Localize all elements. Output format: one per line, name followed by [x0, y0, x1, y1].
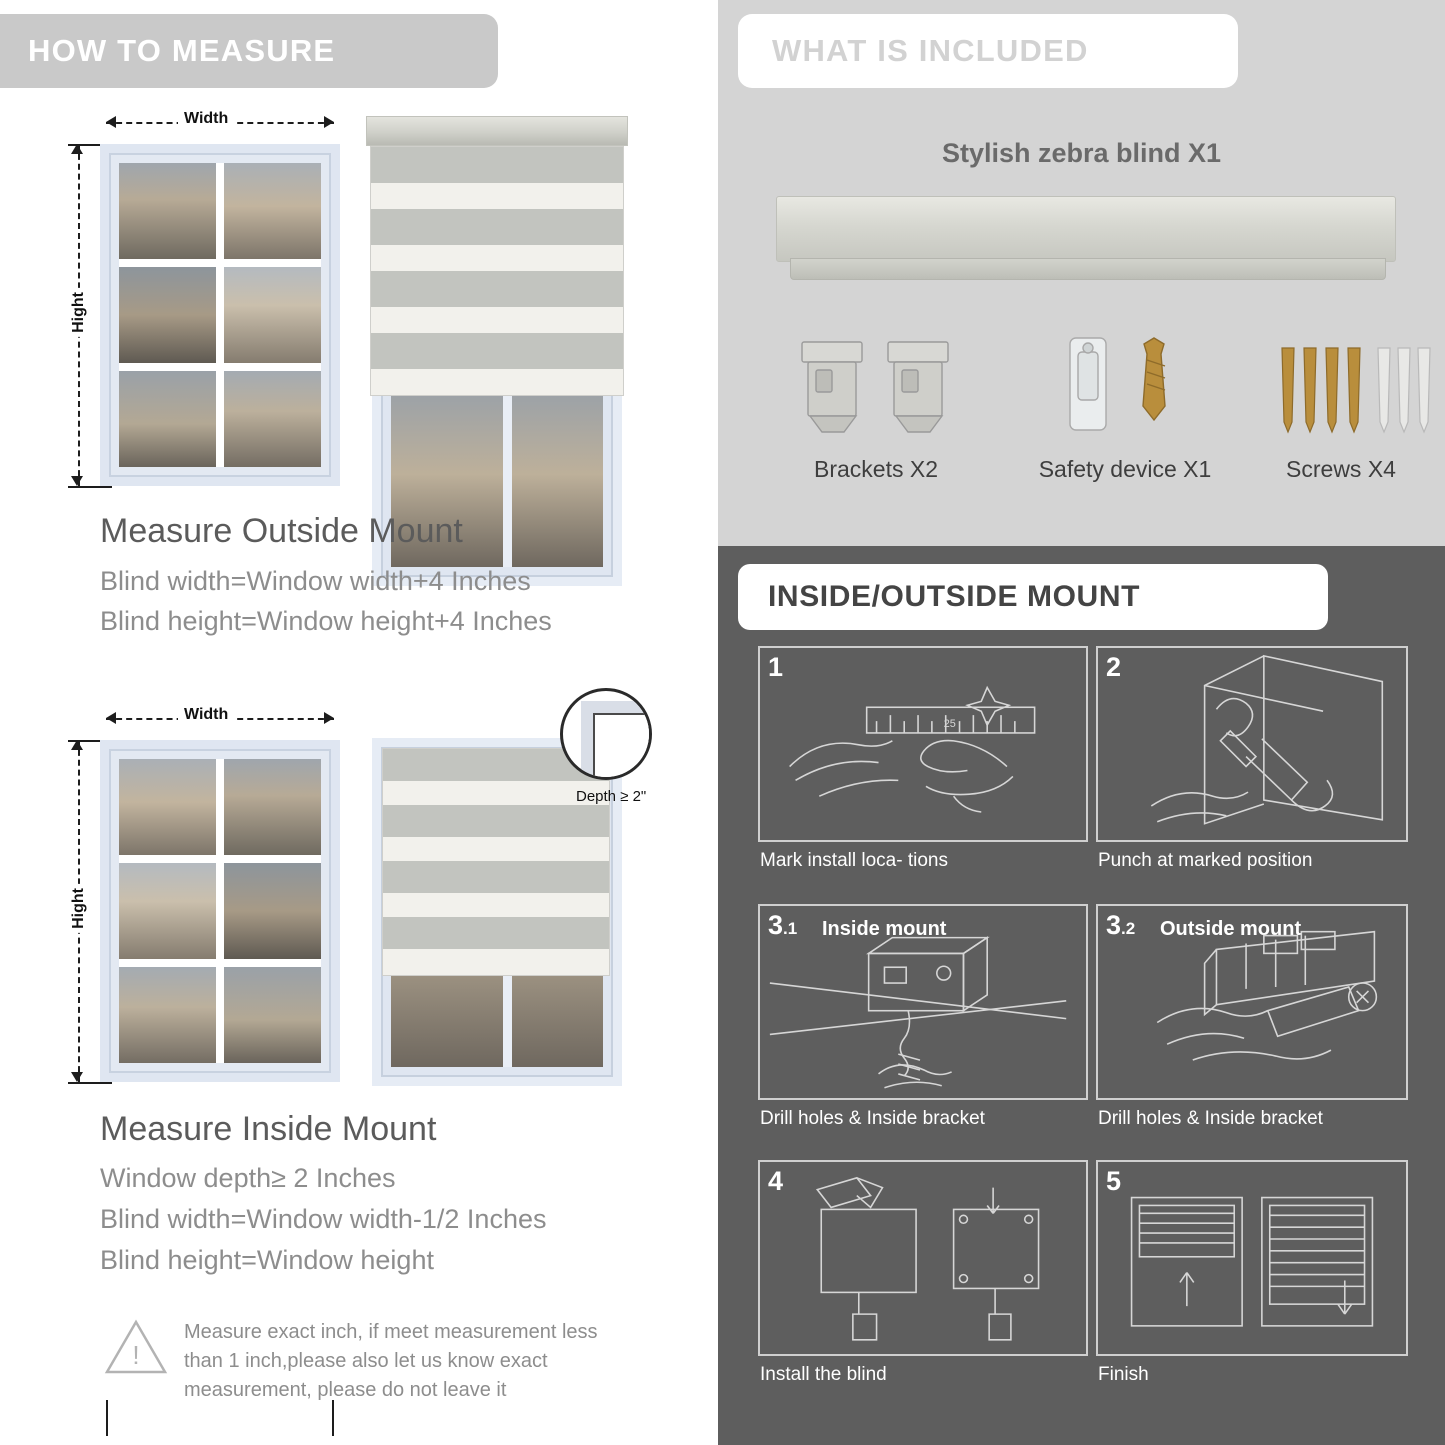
how-to-measure-section — [0, 0, 712, 1445]
window-pane — [119, 371, 216, 467]
depth-label: Depth ≥ 2" — [576, 788, 647, 805]
width-arrow-right-inside — [324, 712, 334, 724]
width-arrow-left-inside — [106, 712, 116, 724]
mount-step-4-number: 4 — [768, 1166, 784, 1196]
blind-bottom-rail — [790, 258, 1386, 280]
window-pane — [224, 163, 321, 259]
warning-icon — [104, 1318, 168, 1376]
mount-step-3-1-caption: Drill holes & Inside bracket — [760, 1108, 985, 1129]
inside-outside-mount-banner: INSIDE/OUTSIDE MOUNT — [738, 564, 1328, 630]
brackets-illustration — [796, 336, 956, 440]
screws-illustration — [1276, 340, 1436, 440]
width-cap-right-inside — [332, 1400, 334, 1436]
window-pane — [224, 967, 321, 1063]
depth-zoom-callout — [560, 688, 652, 780]
mount-step-3-2-sketch — [1098, 906, 1406, 1099]
mount-step-2-caption: Punch at marked position — [1098, 850, 1313, 871]
blind-fabric-inside — [382, 748, 610, 976]
mount-step-2 — [1096, 646, 1408, 871]
blind-window-outside — [372, 370, 622, 586]
depth-inner-void — [595, 715, 652, 780]
window-illustration-outside — [100, 144, 340, 486]
height-label: Hight — [70, 288, 88, 337]
height-arrow-down-inside — [71, 1072, 83, 1082]
outside-mount-line-1: Blind width=Window width+4 Inches — [100, 566, 531, 596]
mount-step-4 — [758, 1160, 1088, 1385]
height-arrow-up — [71, 144, 83, 154]
window-pane — [224, 371, 321, 467]
how-to-measure-banner: HOW TO MEASURE — [0, 14, 498, 88]
window-illustration-inside — [100, 740, 340, 1082]
height-cap-bottom — [68, 486, 112, 488]
inside-outside-mount-section — [718, 546, 1445, 1445]
safety-device-caption: Safety device X1 — [1038, 456, 1212, 482]
mount-step-4-caption: Install the blind — [760, 1364, 887, 1385]
mount-step-2-sketch — [1098, 648, 1406, 841]
inside-mount-title: Measure Inside Mount — [100, 1110, 437, 1148]
mount-step-1-number: 1 — [768, 652, 784, 682]
window-pane — [224, 863, 321, 959]
brackets-caption: Brackets X2 — [814, 456, 938, 482]
mount-step-3-1-number: 3.1 — [768, 910, 798, 940]
svg-text:!: ! — [132, 1340, 140, 1370]
height-label-inside: Hight — [70, 884, 88, 933]
mount-step-1 — [758, 646, 1088, 871]
window-pane — [119, 267, 216, 363]
inside-mount-diagram — [0, 696, 712, 1096]
mount-step-3-2 — [1096, 904, 1408, 1129]
blind-headrail-outside — [366, 116, 628, 146]
width-label: Width — [178, 110, 234, 128]
mount-step-1-caption: Mark install loca- tions — [760, 850, 948, 871]
mount-step-5-sketch — [1098, 1162, 1406, 1355]
mount-step-5-number: 5 — [1106, 1166, 1122, 1196]
height-arrow-down — [71, 476, 83, 486]
height-cap-bottom-inside — [68, 1082, 112, 1084]
mount-step-5 — [1096, 1160, 1408, 1385]
measure-warning — [104, 1318, 624, 1405]
mount-step-3-1 — [758, 904, 1088, 1129]
mount-step-3-2-number: 3.2 — [1106, 910, 1136, 940]
outside-mount-line-2: Blind height=Window height+4 Inches — [100, 606, 552, 636]
what-is-included-banner: WHAT IS INCLUDED — [738, 14, 1238, 88]
window-pane — [119, 759, 216, 855]
window-mullion — [503, 389, 512, 567]
window-panes — [119, 163, 321, 467]
outside-mount-title: Measure Outside Mount — [100, 512, 463, 550]
window-pane — [224, 759, 321, 855]
inside-mount-line-3: Blind height=Window height — [100, 1245, 434, 1275]
inside-mount-line-2: Blind width=Window width-1/2 Inches — [100, 1204, 547, 1234]
height-arrow-up-inside — [71, 740, 83, 750]
window-panes-inside — [119, 759, 321, 1063]
what-is-included-section — [718, 0, 1445, 546]
window-pane — [119, 863, 216, 959]
width-arrow-right — [324, 116, 334, 128]
mount-step-1-sketch — [760, 648, 1086, 842]
window-pane — [224, 267, 321, 363]
mount-step-3-2-caption: Drill holes & Inside bracket — [1098, 1108, 1323, 1129]
blind-fabric-outside — [370, 146, 624, 396]
measure-warning-text: Measure exact inch, if meet measurement less than 1 inch,please also let us know exact measurement, please do not leave it — [184, 1321, 598, 1401]
mount-step-3-1-sketch — [760, 906, 1086, 1100]
width-cap-left-inside — [106, 1400, 108, 1436]
mount-step-5-caption: Finish — [1098, 1364, 1149, 1385]
zebra-blind-product — [776, 196, 1396, 292]
blind-body — [776, 196, 1396, 262]
inside-mount-line-1: Window depth≥ 2 Inches — [100, 1163, 396, 1193]
mount-step-3-2-label: Outside mount — [1160, 918, 1302, 940]
window-pane — [119, 163, 216, 259]
mount-step-2-number: 2 — [1106, 652, 1122, 682]
included-main-item-label: Stylish zebra blind X1 — [941, 138, 1222, 168]
width-arrow-left — [106, 116, 116, 128]
safety-device-illustration — [1048, 330, 1198, 440]
screws-caption: Screws X4 — [1286, 456, 1396, 482]
svg-text:25: 25 — [943, 718, 956, 731]
window-pane — [119, 967, 216, 1063]
mount-step-3-1-label: Inside mount — [822, 918, 947, 940]
width-label-inside: Width — [178, 706, 234, 724]
mount-step-4-sketch — [760, 1162, 1086, 1356]
outside-mount-diagram — [0, 100, 712, 500]
